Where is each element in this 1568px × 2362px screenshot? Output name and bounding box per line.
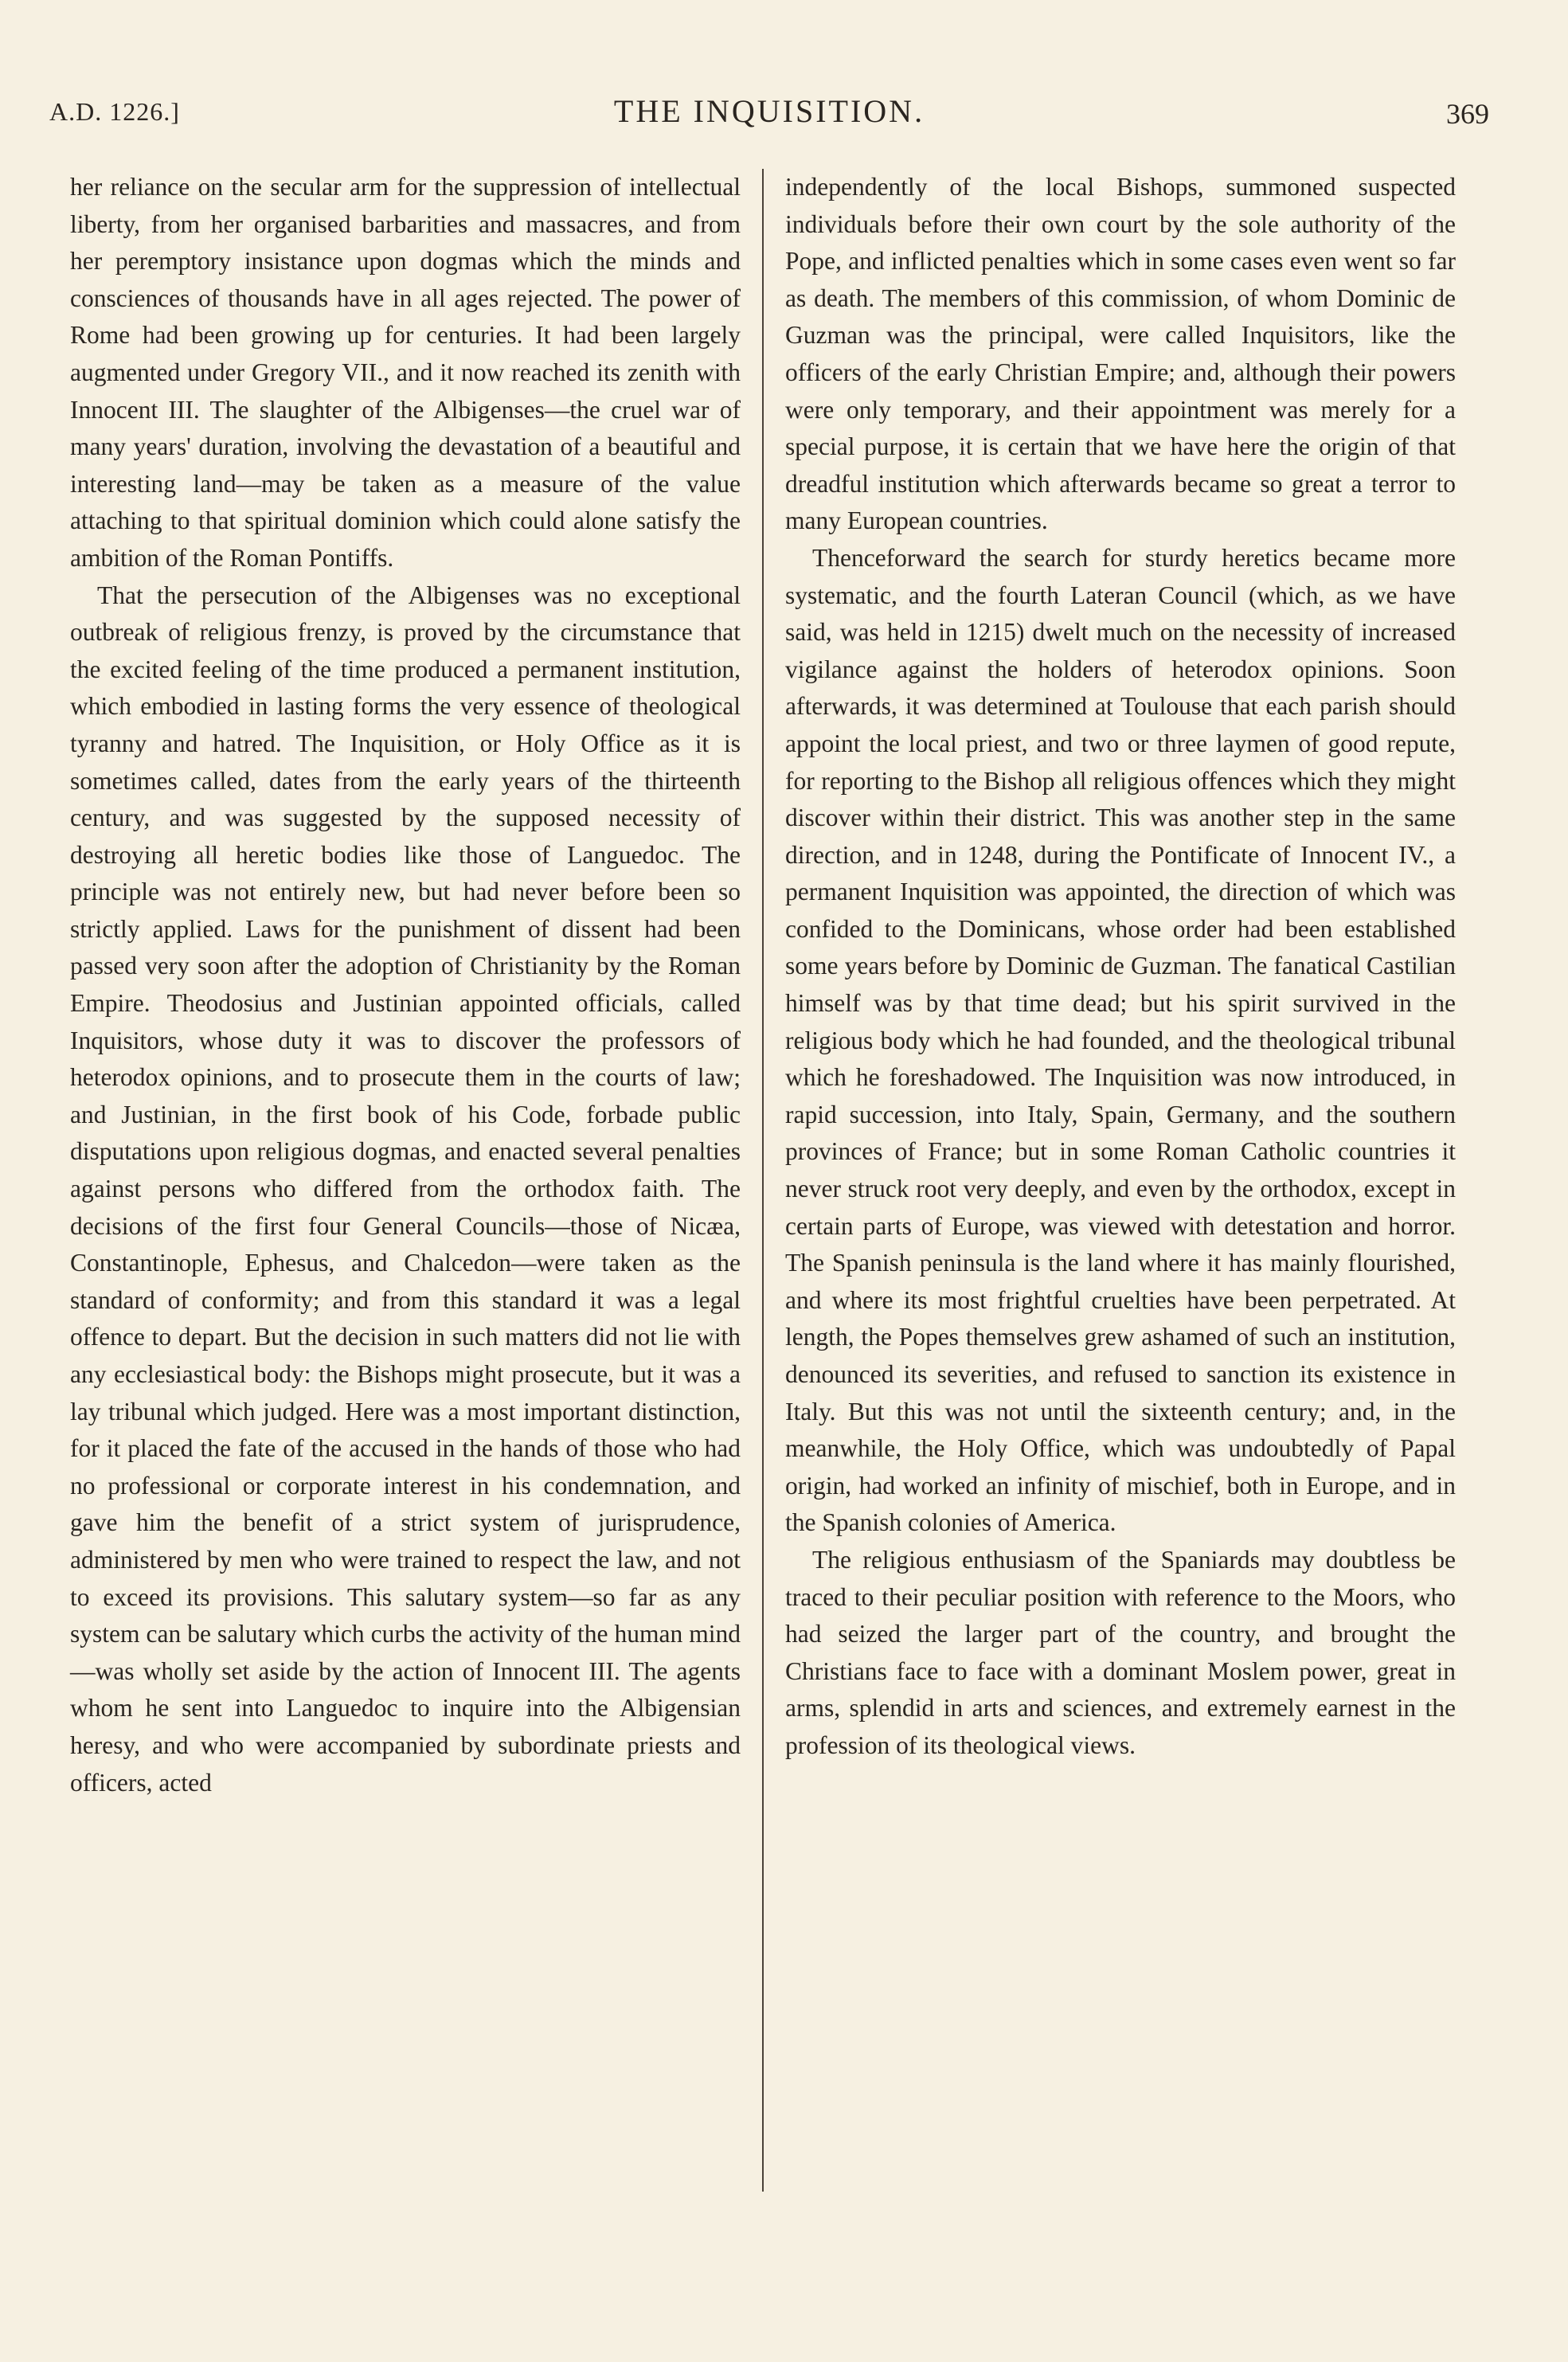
running-head-title: THE INQUISITION.	[613, 93, 925, 129]
column-divider	[762, 169, 764, 2192]
paragraph: her reliance on the secular arm for the suppression of intellectual liberty, from her organised barbarities and massacres, and from her peremptory insistance upon dogmas which the minds and consciences of thousands have in all ages rejected. The power of Rome had been growing up for centuries. It had been largely augmented under Gregory VII., and it now reached its zenith with Innocent III. The slaughter of the Albigenses—the cruel war of many years' duration, involving the devastation of a beautiful and interesting land—may be taken as a measure of the value attaching to that spiritual dominion which could alone satisfy the ambition of the Roman Pontiffs.	[70, 173, 741, 572]
right-column	[785, 169, 1456, 1765]
paragraph: independently of the local Bishops, summoned suspected individuals before their own court by the sole authority of the Pope, and inflicted penalties which in some cases even went so far as death. The members of this commission, of whom Dominic de Guzman was the principal, were called Inquisitors, like the officers of the early Christian Empire; and, although their powers were only temporary, and their appointment was merely for a special purpose, it is certain that we have here the origin of that dreadful institution which afterwards became so great a terror to many European countries.	[785, 173, 1456, 535]
running-header	[49, 89, 1489, 137]
left-column	[70, 169, 741, 1801]
running-head-date: A.D. 1226.]	[49, 97, 180, 126]
paragraph: Thenceforward the search for sturdy heretics became more systematic, and the fourth Lateran Council (which, as we have said, was held in 1215) dwelt much on the necessity of increased vigilance against the holders of heterodox opinions. Soon afterwards, it was determined at Toulouse that each parish should appoint the local priest, and two or three laymen of good repute, for reporting to the Bishop all religious offences which they might discover within their district. This was another step in the same direction, and in 1248, during the Pontificate of Innocent IV., a permanent Inquisition was appointed, the direction of which was confided to the Dominicans, whose order had been established some years before by Dominic de Guzman. The fanatical Castilian himself was by that time dead; but his spirit survived in the religious body which he had founded, and the theological tribunal which he foreshadowed. The Inquisition was now introduced, in rapid succession, into Italy, Spain, Germany, and the southern provinces of France; but in some Roman Catholic countries it never struck root very deeply, and even by the orthodox, except in certain parts of Europe, was viewed with detestation and horror. The Spanish peninsula is the land where it has mainly flourished, and where its most frightful cruelties have been perpetrated. At length, the Popes themselves grew ashamed of such an institution, denounced its severities, and refused to sanction its existence in Italy. But this was not until the sixteenth century; and, in the meanwhile, the Holy Office, which was undoubtedly of Papal origin, had worked an infinity of mischief, both in Europe, and in the Spanish colonies of America.	[785, 543, 1456, 1537]
page-number: 369	[1446, 98, 1489, 130]
paragraph: The religious enthusiasm of the Spaniards may doubtless be traced to their peculiar position with reference to the Moors, who had seized the larger part of the country, and brought the Christians face to face with a dominant Moslem power, great in arms, splendid in arts and sciences, and extremely earnest in the profession of its theological views.	[785, 1545, 1456, 1759]
paragraph: That the persecution of the Albigenses was no exceptional outbreak of religious frenzy, is proved by the circumstance that the excited feeling of the time produced a permanent institution, which embodied in lasting forms the very essence of theological tyranny and hatred. The Inquisition, or Holy Office as it is sometimes called, dates from the early years of the thirteenth century, and was suggested by the supposed necessity of destroying all heretic bodies like those of Languedoc. The principle was not entirely new, but had never before been so strictly applied. Laws for the punishment of dissent had been passed very soon after the adoption of Christianity by the Roman Empire. Theodosius and Justinian appointed officials, called Inquisitors, whose duty it was to discover the professors of heterodox opinions, and to prosecute them in the courts of law; and Justinian, in the first book of his Code, forbade public disputations upon religious dogmas, and enacted several penalties against persons who differed from the orthodox faith. The decisions of the first four General Councils—those of Nicæa, Constantinople, Ephesus, and Chalcedon—were taken as the standard of conformity; and from this standard it was a legal offence to depart. But the decision in such matters did not lie with any ecclesiastical body: the Bishops might prosecute, but it was a lay tribunal which judged. Here was a most important distinction, for it placed the fate of the accused in the hands of those who had no professional or corporate interest in his condemnation, and gave him the benefit of a strict system of jurisprudence, administered by men who were trained to respect the law, and not to exceed its provisions. This salutary system—so far as any system can be salutary which curbs the activity of the human mind—was wholly set aside by the action of Innocent III. The agents whom he sent into Languedoc to inquire into the Albigensian heresy, and who were accompanied by subordinate priests and officers, acted	[70, 581, 741, 1797]
